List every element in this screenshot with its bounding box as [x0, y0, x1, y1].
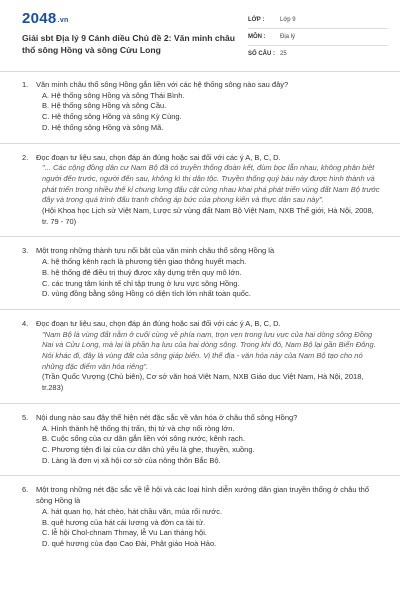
question-text: Đọc đoạn tư liệu sau, chọn đáp án đúng hoặc sai đối với các ý A, B, C, D. — [36, 318, 281, 328]
option-a: A. hát quan họ, hát chèo, hát chầu văn, múa rối nước. — [42, 506, 223, 516]
question-number: 4. — [22, 318, 29, 328]
meta-value: Lớp 9 — [280, 17, 296, 23]
option-d: D. Hệ thống sông Hồng và sông Mã. — [42, 122, 164, 132]
meta-row-subject — [248, 29, 388, 46]
question-2 — [22, 153, 382, 228]
question-number: 3. — [22, 246, 29, 256]
meta-row-count — [248, 46, 388, 62]
meta-label: SỐ CÂU : — [248, 51, 275, 57]
option-c: C. các trung tâm kinh tế chỉ tập trung ở lưu vực sông Hồng. — [42, 278, 240, 288]
question-divider — [0, 143, 400, 144]
option-d: D. Làng là đơn vị xã hội cơ sở của nông thôn Bắc Bộ. — [42, 455, 221, 465]
question-list — [22, 80, 382, 550]
option-d: D. vùng đồng bằng sông Hồng có diện tích lớn nhất toàn quốc. — [42, 289, 251, 299]
option-a: A. hệ thống kênh rạch là phương tiện giao thông huyết mạch. — [42, 257, 247, 267]
passage-source: (Hội Khoa học Lịch sử Việt Nam, Lược sử vùng đất Nam Bộ Việt Nam, NXB Thế giới, Hà Nội, 2008, tr. 79 - 70) — [42, 206, 374, 226]
header-divider — [0, 71, 400, 72]
question-number: 5. — [22, 412, 29, 422]
question-number: 2. — [22, 152, 29, 162]
question-1 — [22, 80, 382, 134]
meta-value: 25 — [280, 51, 287, 57]
meta-table — [248, 12, 388, 62]
header — [22, 10, 382, 70]
question-6 — [22, 485, 382, 549]
page-title: Giải sbt Địa lý 9 Cánh diều Chủ đề 2: Văn minh châu thổ sông Hồng và sông Cửu Long — [22, 33, 235, 55]
option-c: C. Phương tiện đi lại của cư dân chủ yếu là ghe, thuyền, xuồng. — [42, 444, 255, 454]
question-text: Đọc đoạn tư liệu sau, chọn đáp án đúng hoặc sai đối với các ý A, B, C, D. — [36, 152, 281, 162]
question-text: Nội dung nào sau đây thể hiện nét đặc sắc về văn hóa ở châu thổ sông Hồng? — [36, 412, 298, 422]
passage: "... Các cộng đồng dân cư Nam Bộ đã có truyền thống đoàn kết, đùm bọc lẫn nhau, không phân biệt người đến trước, người đến sau, không kì thị dân tộc. Truyền thống quý báu này được hình thành và phát triển trong nhiều thế kỉ chung lưng đấu cật cùng nhau khai phá phát triển vùng đất Nam Bộ trước đây và trong quá trình đấu tranh chống áp bức của phong kiến và thực dân sau này". — [42, 163, 380, 205]
option-a: A. Hình thành hệ thống thị trấn, thị tứ và chợ nối ròng lớn. — [42, 423, 235, 433]
question-number: 6. — [22, 485, 29, 495]
question-text: Một trong những thành tựu nổi bật của văn minh châu thổ sông Hồng là — [36, 246, 275, 256]
question-number: 1. — [22, 80, 29, 89]
question-text: Một trong những nét đặc sắc về lễ hội và các loại hình diễn xướng dân gian truyền thống ở châu thổ sông Hồng là — [36, 485, 370, 506]
option-b: B. Cuộc sống của cư dân gắn liền với sông nước, kênh rạch. — [42, 434, 245, 444]
question-5 — [22, 413, 382, 467]
question-4 — [22, 319, 382, 394]
site-logo[interactable]: 2048.vn — [22, 10, 69, 27]
option-c: C. lễ hội Chol-chnam Thmay, lễ Vu Lan tháng hội. — [42, 528, 207, 538]
meta-label: LỚP : — [248, 17, 265, 23]
meta-label: MÔN : — [248, 34, 266, 40]
question-text: Văn minh châu thổ sông Hồng gắn liền với các hệ thống sông nào sau đây? — [36, 80, 289, 89]
question-3 — [22, 246, 382, 300]
question-divider — [0, 236, 400, 237]
meta-row-grade — [248, 12, 388, 29]
option-b: B. Hệ thống sông Hồng và sông Cầu. — [42, 101, 167, 111]
meta-value: Địa lý — [280, 34, 296, 40]
question-divider — [0, 403, 400, 404]
question-divider — [0, 309, 400, 310]
option-c: C. Hệ thống sông Hồng và sông Kỳ Cùng. — [42, 112, 182, 122]
option-b: B. hệ thống đê điều trị thuỷ được xây dựng trên quy mô lớn. — [42, 267, 242, 277]
question-divider — [0, 475, 400, 476]
option-a: A. Hệ thống sông Hồng và sông Thái Bình. — [42, 90, 185, 100]
option-d: D. quê hương của đạo Cao Đài, Phật giáo Hoà Hảo. — [42, 538, 217, 548]
passage: "Nam Bộ là vùng đất nằm ở cuối cùng về phía nam, trọn vẹn trong lưu vực của hai dòng sông Đồng Nai và Cửu Long, mà lại là phần hạ lưu của hai dòng sông. Trong khi đó, Nam Bộ lại gần Biển Đông. Nói khác đi, đây là vùng đất của sông giáp biển. Vị thế địa - văn hóa này của Nam Bộ tạo cho nó những đặc điểm văn hóa riêng". — [42, 329, 376, 371]
passage-source: (Trần Quốc Vượng (Chủ biên), Cơ sở văn hoá Việt Nam, NXB Giáo dục Việt Nam, Hà Nội, 2018, tr.283) — [42, 372, 364, 393]
option-b: B. quê hương của hát cải lương và đờn ca tài tử. — [42, 517, 206, 527]
